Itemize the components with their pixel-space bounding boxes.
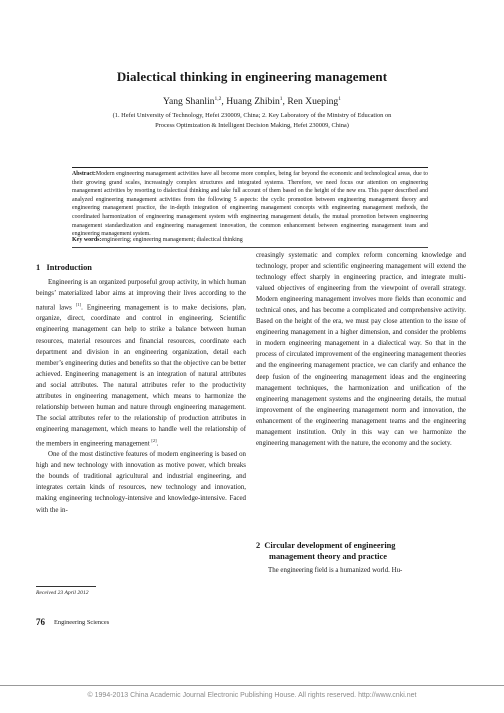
- received-date: Received 23 April 2012: [36, 590, 89, 596]
- section-heading-circular-development: [256, 540, 396, 562]
- page-number: 76: [36, 617, 45, 627]
- right-column: [256, 250, 466, 449]
- keywords: [72, 236, 428, 245]
- paragraph: One of the most distinctive features of modern engineering is based on high and new technology with innovation as motive power, which breaks the bounds of traditional agricultural and industrial engineering, and integrates certain kinds of resources, new technology and innovation, making engineering technology-intensive and knowledge-intensive. Faced with the in-: [36, 451, 246, 514]
- author-affil-mark: 1: [338, 96, 341, 102]
- copyright-notice: © 1994-2013 China Academic Journal Electronic Publishing House. All rights reserved. http://www.cnki.net: [87, 692, 417, 699]
- affiliation-line: (1. Hefei University of Technology, Hefei 230009, China; 2. Key Laboratory of the Ministry of Education on: [112, 112, 392, 119]
- citation-mark: [1]: [75, 302, 82, 308]
- section-number: 1: [36, 263, 41, 272]
- keywords-text: engineering; engineering management; dialectical thinking: [101, 237, 243, 243]
- section-title-line: Circular development of engineering: [264, 541, 396, 550]
- section-title-line: management theory and practice: [269, 552, 387, 561]
- section-title: Introduction: [46, 263, 92, 272]
- paragraph: The engineering field is a humanized world. Hu-: [268, 567, 403, 574]
- author-affil-mark: 1,2: [214, 96, 222, 102]
- paragraph: Engineering is an organized purposeful group activity, in which human beings’ materialized labor aims at improving their lives according to the natural laws [1]. Engineering management is to make decisions, plan, organize, direct, coordinate and control in engineering. Scientific engineering management can help to strike a balance between human resources, material resources and financial resources, coordinate each department and division in an engineering organization, detail each member’s engineering duties and benefits so that the objective can be better achieved. Engineering management is an integration of natural attributes and social attributes. The natural attributes refer to the productivity attributes in engineering management, which means to harmonize the relationship between human and nature through engineering management. The social attributes refer to the relationship of production attributes in engineering management, which means to handle well the relationship of the members in engineering management [2].: [36, 279, 246, 448]
- abstract-label: Abstract:: [72, 171, 96, 177]
- abstract: [72, 170, 428, 239]
- abstract-text: Modern engineering management activities have all become more complex, being far beyond the economic and technological areas, due to their growing grand scales, increasingly complex structures and integrated systems. Therefore, we need focus our attention on engineering management activities by resorting to dialectical thinking and take full account of them based on the height of the new era. This paper described and analyzed engineering management activities from the following 5 aspects: the cyclic promotion between engineering management theory and engineering management practice, the in-depth integration of engineering management concepts with engineering management methods, the coordinated harmonization of engineering management system with engineering management details, the mutual promotion between engineering management standardization and engineering management innovation, the common enhancement between engineering management team and engineering management system.: [72, 171, 428, 238]
- author-line: Yang Shanlin$^{1,2}$, Huang Zhibin$^1$, Ren Xueping$^1$: [163, 96, 341, 108]
- abstract-top-rule: [72, 167, 428, 168]
- section2-text: [256, 565, 466, 576]
- author-name: Yang Shanlin: [163, 96, 215, 108]
- abstract-bottom-rule: [72, 247, 428, 248]
- author-name: Huang Zhibin: [226, 96, 280, 108]
- left-column: [36, 277, 246, 516]
- footnote-rule: [36, 586, 96, 587]
- section-number: 2: [256, 541, 261, 550]
- section-heading-introduction: [36, 262, 92, 273]
- author-affil-mark: 1: [279, 96, 283, 102]
- affiliation-line: Process Optimization & Intelligent Decision Making, Hefei 230009, China): [155, 122, 349, 129]
- affiliations: [80, 111, 424, 131]
- author-name: Ren Xueping: [287, 96, 339, 108]
- paper-title: Dialectical thinking in engineering management: [116, 69, 388, 84]
- paragraph: creasingly systematic and complex reform concerning knowledge and technology, proper and scientific engineering management will extend the technology effect sharply in engineering practice, and integrate multi-valued objectives of engineering from the viewpoint of overall strategy. Modern engineering management involves more fields than economic and technical ones, and has become a complicated and comprehensive activity. Based on the height of the era, we must pay close attention to the issue of engineering management in a higher dimension, and consider the problems in modern engineering management in a dialectical way. So that in the process of circulated improvement of the engineering management theories and the engineering management practice, we can clarify and enhance the deep fusion of the engineering management ideas and the engineering management techniques, the harmonization and unification of the engineering management systems and the engineering details, the mutual improvement of the engineering management norm and innovation, the enhancement of the engineering management teams and the engineering management institution. Only in this way can we harmonize the engineering management with the nature, the economy and the society.: [256, 252, 466, 447]
- journal-name: Engineering Sciences: [54, 619, 110, 626]
- citation-mark: [2]: [151, 437, 157, 443]
- footer-rule: [0, 685, 504, 686]
- keywords-label: Key words:: [72, 237, 102, 243]
